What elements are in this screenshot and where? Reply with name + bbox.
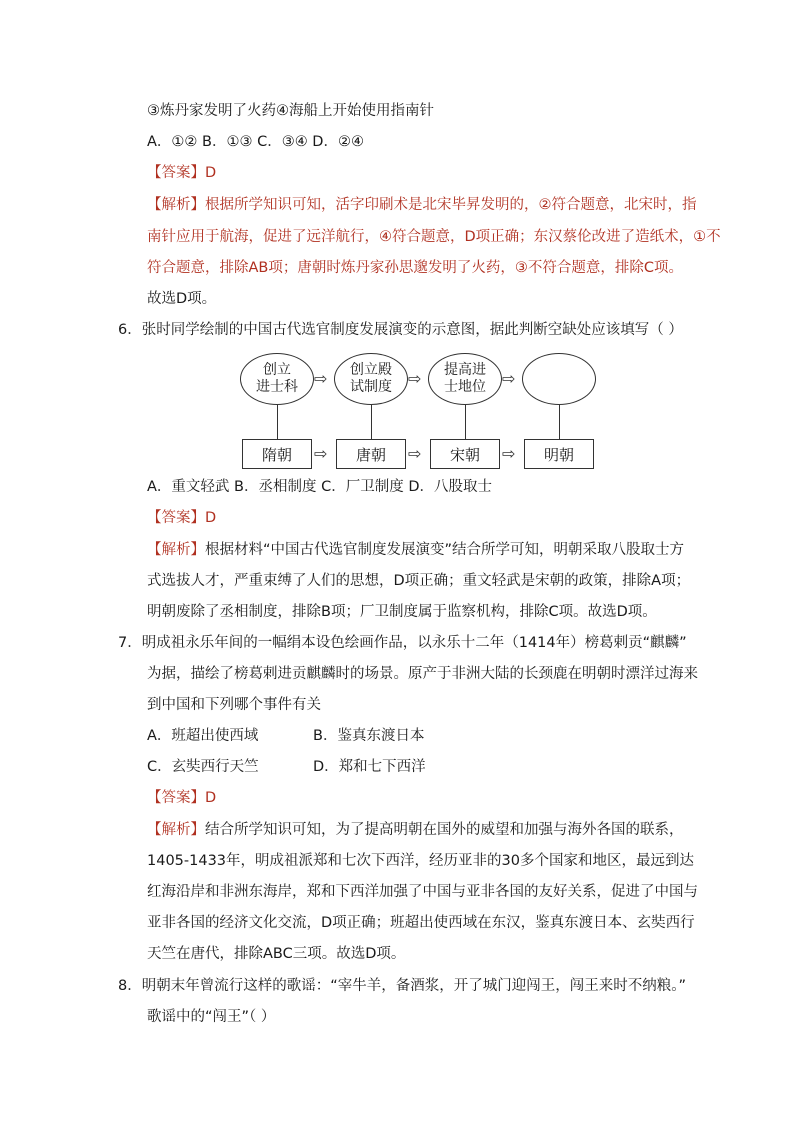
diagram-connector [559, 405, 560, 439]
diagram-connector [371, 405, 372, 439]
q5-options: A．①② B．①③ C．③④ D．②④ [147, 134, 364, 150]
analysis-tag: 【解析】 [147, 197, 205, 213]
diagram-arrow-icon: ⇨ [408, 369, 422, 388]
q7-stem-line-3: 到中国和下列哪个事件有关 [147, 697, 321, 713]
q7-option-a: A．班超出使西域 [147, 728, 259, 744]
q6-options: A．重文轻武 B．丞相制度 C．厂卫制度 D．八股取士 [147, 479, 492, 495]
answer-value: D [205, 165, 217, 181]
diagram-oval-blank [522, 353, 596, 405]
selection-system-diagram [236, 343, 596, 473]
q6-analysis-line-3: 明朝废除了丞相制度，排除B项；厂卫制度属于监察机构，排除C项。故选D项。 [147, 604, 657, 620]
answer-value: D [205, 790, 217, 806]
diagram-oval-1: 创立 进士科 [240, 353, 314, 405]
diagram-arrow-icon: ⇨ [314, 369, 328, 388]
diagram-arrow-icon: ⇨ [314, 444, 328, 463]
q5-stem-tail: ③炼丹家发明了火药④海船上开始使用指南针 [147, 103, 434, 119]
diagram-dynasty-2: 唐朝 [336, 439, 406, 469]
analysis-tag: 【解析】 [147, 822, 205, 838]
q5-analysis-line-1 [147, 195, 697, 215]
answer-tag: 【答案】 [147, 790, 205, 806]
q7-option-c: C．玄奘西行天竺 [147, 759, 259, 775]
q5-analysis-line-3: 符合题意，排除AB项；唐朝时炼丹家孙思邈发明了火药，③不符合题意，排除C项。 [147, 260, 683, 276]
q7-analysis-line-3: 红海沿岸和非洲东海岸，郑和下西洋加强了中国与亚非各国的友好关系，促进了中国与 [147, 884, 698, 900]
diagram-arrow-icon: ⇨ [502, 444, 516, 463]
q5-answer [147, 163, 216, 183]
diagram-oval-2: 创立殿 试制度 [334, 353, 408, 405]
diagram-connector [465, 405, 466, 439]
diagram-dynasty-3: 宋朝 [430, 439, 500, 469]
diagram-dynasty-1: 隋朝 [242, 439, 312, 469]
q6-answer [147, 508, 216, 528]
diagram-arrow-icon: ⇨ [502, 369, 516, 388]
q5-analysis-line-2: 南针应用于航海，促进了远洋航行，④符合题意，D项正确；东汉蔡伦改进了造纸术，①不 [147, 229, 721, 245]
diagram-arrow-icon: ⇨ [408, 444, 422, 463]
analysis-text: 根据材料“中国古代选官制度发展演变”结合所学可知，明朝采取八股取士方 [205, 542, 685, 558]
answer-value: D [205, 510, 217, 526]
diagram-dynasty-4: 明朝 [524, 439, 594, 469]
q8-stem-line-1: 8．明朝末年曾流行这样的歌谣：“宰牛羊，备酒浆，开了城门迎闯王，闯王来时不纳粮。” [118, 978, 686, 994]
q7-analysis-line-1 [147, 820, 684, 840]
q7-option-b: B．鉴真东渡日本 [313, 728, 425, 744]
q6-analysis-line-1 [147, 540, 684, 560]
q7-stem-line-2: 为据，描绘了榜葛剌进贡麒麟时的场景。原产于非洲大陆的长颈鹿在明朝时漂洋过海来 [147, 666, 698, 682]
diagram-connector [277, 405, 278, 439]
answer-tag: 【答案】 [147, 510, 205, 526]
analysis-tag: 【解析】 [147, 542, 205, 558]
diagram-oval-3: 提高进 士地位 [428, 353, 502, 405]
analysis-text: 结合所学知识可知，为了提高明朝在国外的威望和加强与海外各国的联系， [205, 822, 684, 838]
q6-stem: 6．张时同学绘制的中国古代选官制度发展演变的示意图，据此判断空缺处应该填写（ ） [118, 322, 683, 338]
q6-analysis-line-2: 式选拔人才，严重束缚了人们的思想，D项正确；重文轻武是宋朝的政策，排除A项； [147, 573, 691, 589]
answer-tag: 【答案】 [147, 165, 205, 181]
q7-option-d: D．郑和七下西洋 [313, 759, 426, 775]
q7-answer [147, 788, 216, 808]
q5-analysis-line-4: 故选D项。 [147, 291, 217, 307]
q7-analysis-line-4: 亚非各国的经济文化交流，D项正确；班超出使西域在东汉，鉴真东渡日本、玄奘西行 [147, 915, 695, 931]
q7-analysis-line-5: 天竺在唐代，排除ABC三项。故选D项。 [147, 946, 406, 962]
q7-stem-line-1: 7．明成祖永乐年间的一幅绢本设色绘画作品，以永乐十二年（1414年）榜葛剌贡“麒麟” [118, 635, 687, 651]
analysis-text: 根据所学知识可知，活字印刷术是北宋毕昇发明的，②符合题意，北宋时，指 [205, 197, 697, 213]
q7-analysis-line-2: 1405-1433年，明成祖派郑和七次下西洋，经历亚非的30多个国家和地区，最远到达 [147, 853, 694, 869]
q8-stem-line-2: 歌谣中的“闯王”（ ） [147, 1009, 276, 1025]
